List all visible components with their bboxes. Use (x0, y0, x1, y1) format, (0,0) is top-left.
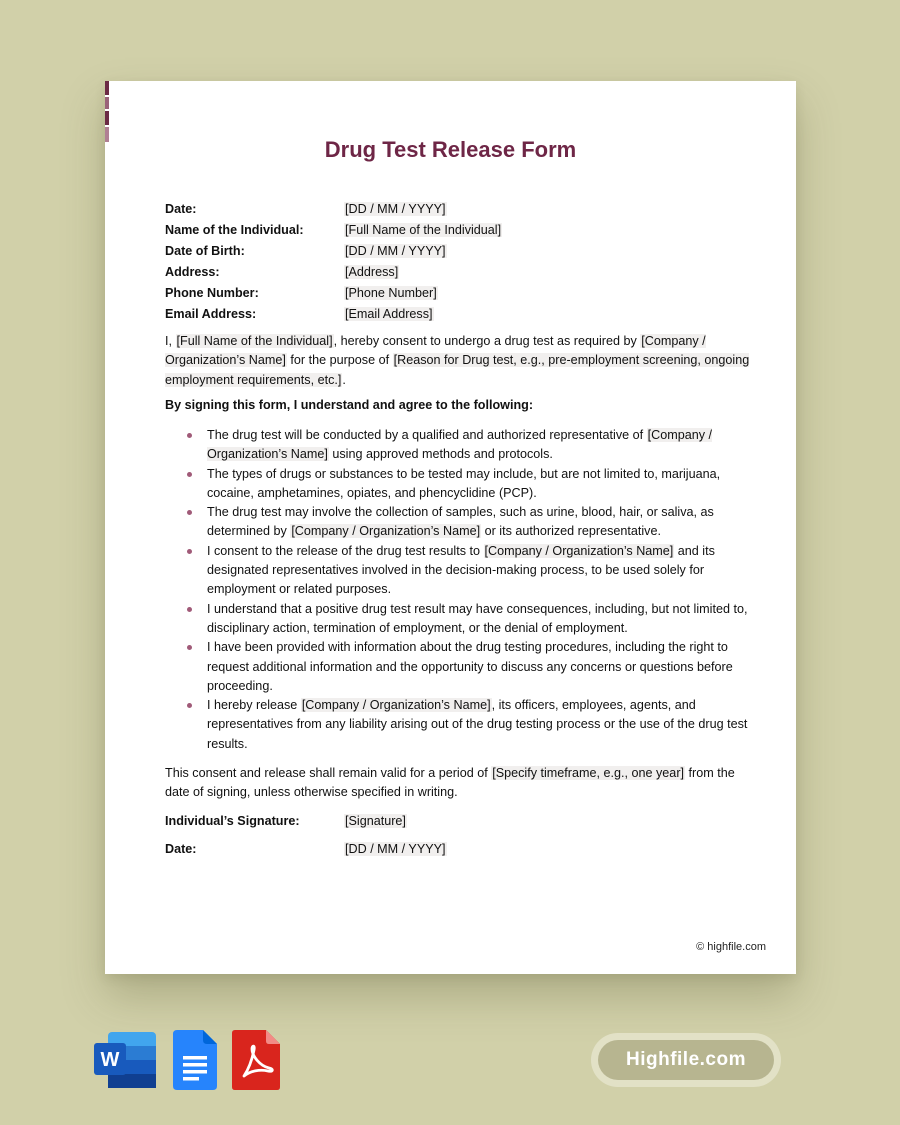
field-value: [Email Address] (345, 307, 433, 321)
field-label: Address: (165, 265, 220, 279)
svg-text:W: W (100, 1049, 120, 1071)
signature-date-label: Date: (165, 842, 197, 856)
placeholder: [Reason for Drug test, e.g., pre-employment screening, ongoing employment requirements, etc.] (165, 353, 750, 387)
google-docs-icon[interactable] (173, 1030, 217, 1090)
signature-date-row (165, 842, 447, 856)
field-row (165, 283, 502, 304)
field-row (165, 262, 502, 283)
field-value: [Phone Number] (345, 286, 437, 300)
placeholder: [Specify timeframe, e.g., one year] (492, 766, 685, 780)
field-value: [DD / MM / YYYY] (345, 202, 446, 216)
field-label: Date of Birth: (165, 244, 245, 258)
bullet-icon (187, 549, 192, 554)
list-item: I hereby release [Company / Organization’s Name], its officers, employees, agents, and representatives from any liability arising out of the drug testing process or the use of the drug test results. (165, 696, 750, 754)
field-row (165, 304, 502, 325)
signature-label: Individual’s Signature: (165, 814, 300, 828)
bullet-icon (187, 607, 192, 612)
terms-list (165, 426, 750, 754)
placeholder: [Full Name of the Individual] (176, 334, 333, 348)
field-row (165, 241, 502, 262)
field-value: [DD / MM / YYYY] (345, 244, 446, 258)
signature-row (165, 814, 407, 828)
list-item: I have been provided with information about the drug testing procedures, including the right to request additional information and the opportunity to discuss any concerns or questions before proceeding. (165, 638, 750, 696)
info-fields (165, 199, 502, 325)
document-page (105, 81, 796, 974)
placeholder: [Company / Organization’s Name] (165, 334, 706, 368)
consent-paragraph: I, [Full Name of the Individual], hereby consent to undergo a drug test as required by [Company / Organization’s Name] for the purpose of [Reason for Drug test, e.g., pre-employment screening, ongoing employment requirements, etc.]. (165, 334, 750, 387)
field-value: [Address] (345, 265, 399, 279)
ribbon-accent (105, 97, 109, 109)
field-label: Phone Number: (165, 286, 259, 300)
agree-heading: By signing this form, I understand and agree to the following: (165, 398, 534, 412)
bullet-icon (187, 472, 192, 477)
word-icon[interactable] (94, 1030, 156, 1090)
bullet-icon (187, 510, 192, 515)
bullet-icon (187, 703, 192, 708)
field-label: Name of the Individual: (165, 223, 304, 237)
pdf-icon[interactable] (232, 1030, 280, 1090)
ribbon-accent (105, 81, 109, 95)
signature-value: [Signature] (345, 814, 406, 828)
brand-label: Highfile.com (598, 1040, 774, 1080)
list-item: The drug test will be conducted by a qualified and authorized representative of [Company / Organization’s Name] using approved methods and protocols. (165, 426, 750, 465)
brand-badge[interactable] (591, 1033, 781, 1087)
signature-date-value: [DD / MM / YYYY] (345, 842, 446, 856)
bullet-icon (187, 433, 192, 438)
field-row (165, 220, 502, 241)
list-item: The drug test may involve the collection of samples, such as urine, blood, hair, or saliva, as determined by [Company / Organization’s Name] or its authorized representative. (165, 503, 750, 542)
bullet-icon (187, 645, 192, 650)
ribbon-accent (105, 111, 109, 125)
field-label: Date: (165, 202, 197, 216)
field-row (165, 199, 502, 220)
copyright-text: © highfile.com (696, 941, 766, 953)
field-value: [Full Name of the Individual] (345, 223, 502, 237)
placeholder: [Company / Organization’s Name] (301, 698, 491, 713)
list-item: I consent to the release of the drug test results to [Company / Organization’s Name] and its designated representatives involved in the decision-making process, to be used solely for employment or related purposes. (165, 542, 750, 600)
list-item: The types of drugs or substances to be tested may include, but are not limited to, marijuana, cocaine, amphetamines, opiates, and phencyclidine (PCP). (165, 465, 750, 504)
placeholder: [Company / Organization’s Name] (484, 543, 674, 558)
list-item: I understand that a positive drug test result may have consequences, including, but not limited to, disciplinary action, termination of employment, or the denial of employment. (165, 600, 750, 639)
field-label: Email Address: (165, 307, 257, 321)
placeholder: [Company / Organization’s Name] (207, 428, 713, 462)
placeholder: [Company / Organization’s Name] (291, 524, 481, 539)
validity-paragraph: This consent and release shall remain valid for a period of [Specify timeframe, e.g., one year] from the date of signing, unless otherwise specified in writing. (165, 766, 735, 800)
document-title: Drug Test Release Form (324, 137, 577, 162)
